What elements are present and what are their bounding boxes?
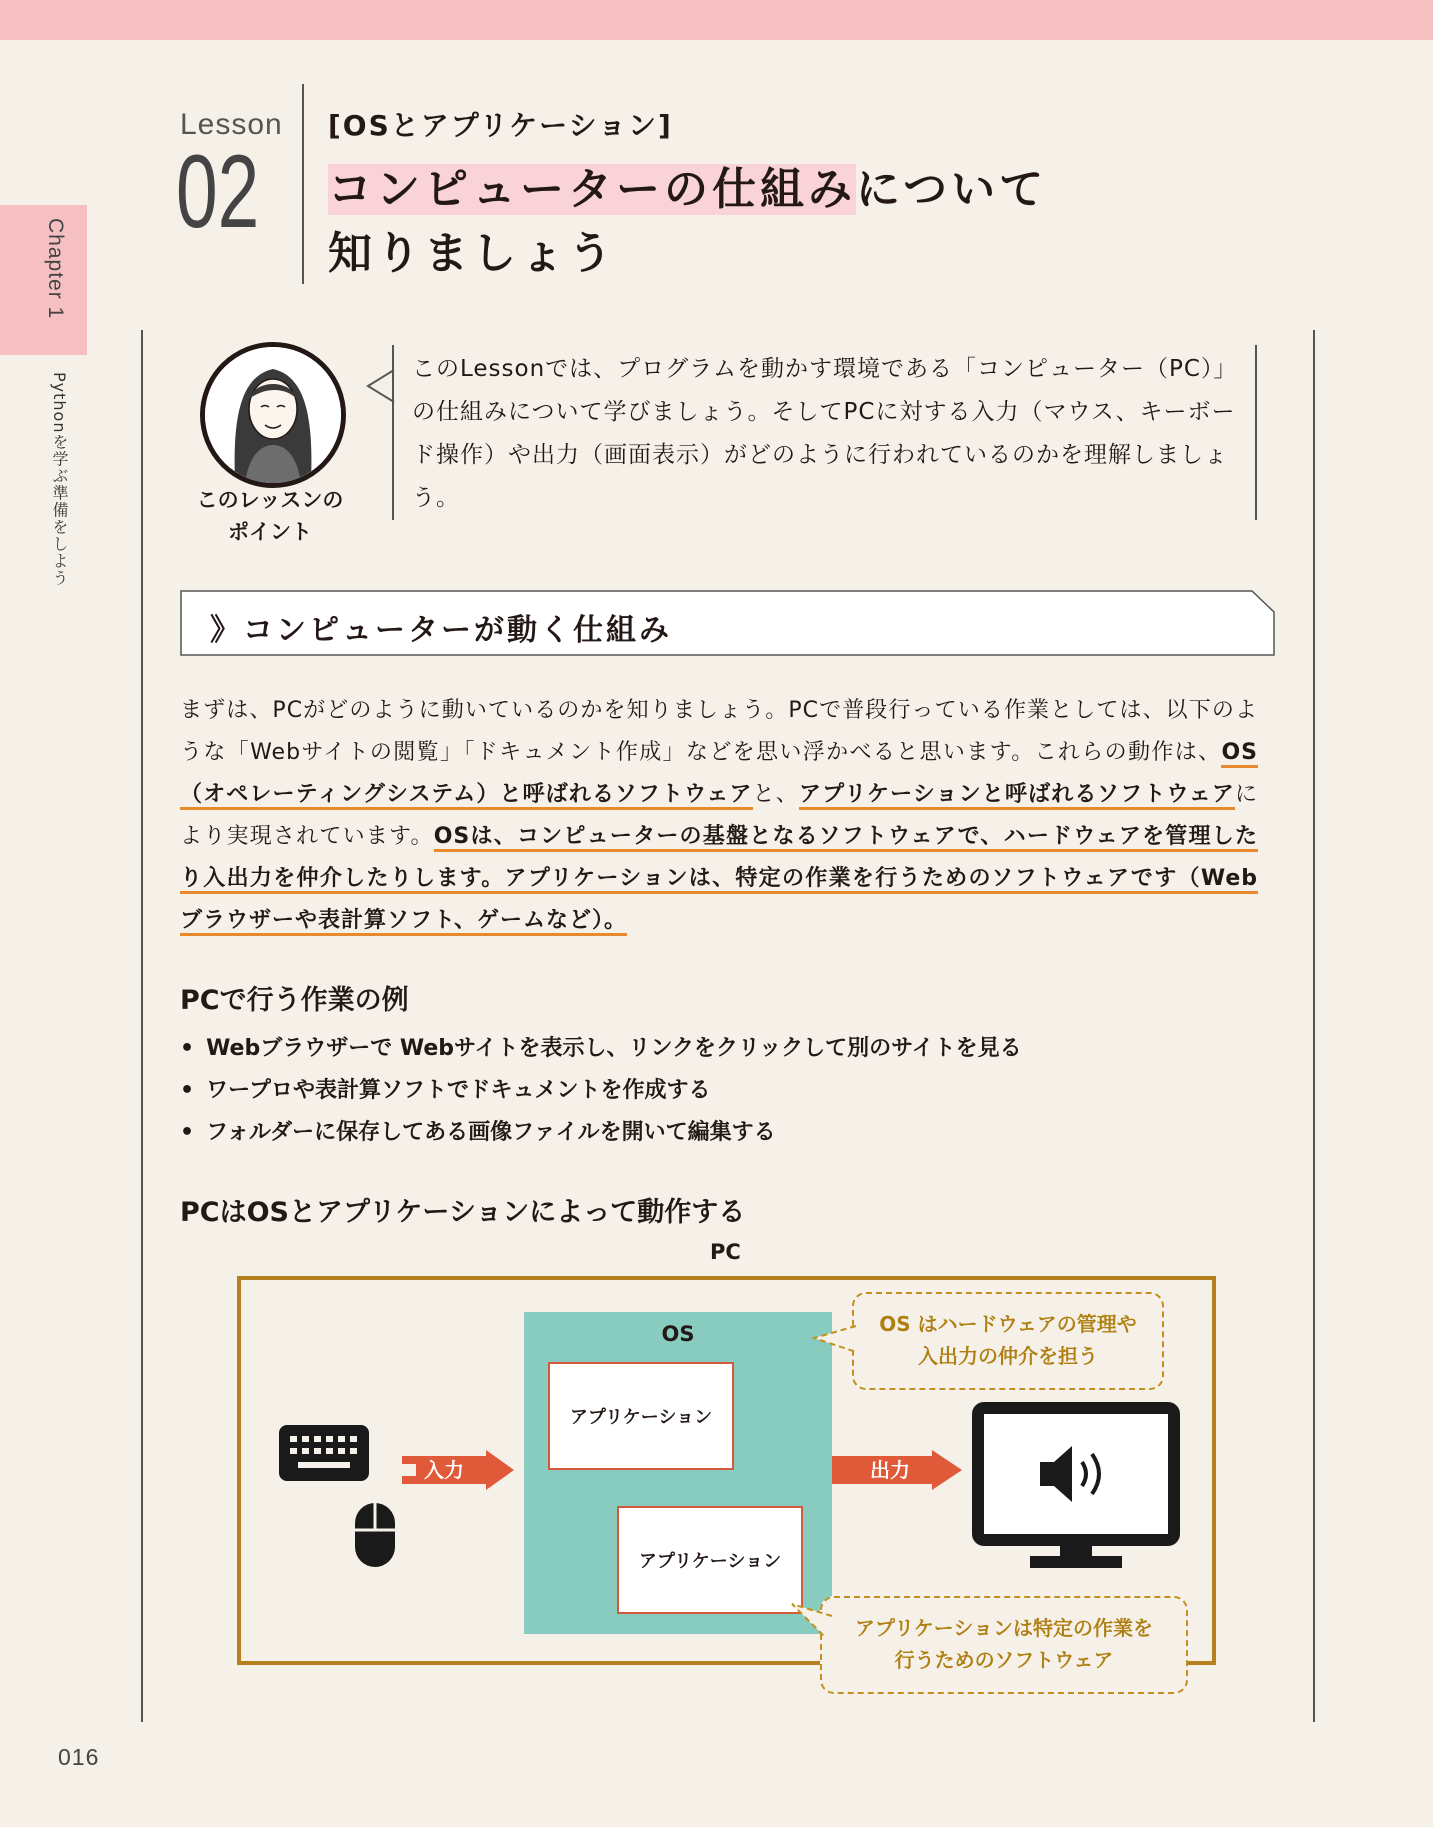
page-title (328, 158, 1088, 286)
right-frame-line (1313, 330, 1315, 1722)
input-label: 入力 (424, 1458, 464, 1482)
keyboard-icon (278, 1424, 370, 1482)
callout-app-pointer (790, 1600, 834, 1640)
chapter-section-title: Pythonを学ぶ準備をしよう (50, 372, 69, 587)
mouse-icon (354, 1502, 396, 1568)
callout-os-pointer (812, 1322, 858, 1358)
monitor-speaker-icon (972, 1402, 1180, 1574)
pc-label: PC (710, 1240, 741, 1264)
lesson-word: Lesson (180, 108, 283, 141)
callout-os-line1: OS はハードウェアの管理や (879, 1312, 1137, 1336)
callout-os-line2: 入出力の仲介を担う (918, 1344, 1098, 1368)
lesson-number: 02 (176, 134, 260, 250)
left-frame-line (141, 330, 143, 1722)
author-avatar (200, 342, 346, 488)
output-label: 出力 (870, 1458, 910, 1482)
examples-heading: PCで行う作業の例 (180, 985, 409, 1016)
examples-list (180, 1028, 1022, 1154)
title-rest: について (856, 164, 1048, 215)
point-line-right (1255, 345, 1257, 520)
body-text-1: まずは、PCがどのように動いているのかを知りましょう。PCで普段行っている作業としては、以下のような「Webサイトの閲覧」「ドキュメント作成」などを思い浮かべると思います。これらの動作は、 (180, 698, 1258, 765)
chapter-label: Chapter 1 (44, 218, 67, 320)
point-caption-line1: このレッスンの (196, 488, 344, 512)
point-caption-line2: ポイント (228, 520, 312, 544)
body-emphasis-1: OS（オペレーティングシステム）と呼ばれるソフトウェア (180, 740, 1258, 810)
point-line-left (392, 345, 394, 520)
diagram-heading: PCはOSとアプリケーションによって動作する (180, 1197, 746, 1228)
point-caption (180, 484, 360, 548)
title-highlight: コンピューターの仕組み (328, 164, 856, 215)
body-emphasis-2: アプリケーションと呼ばれるソフトウェア (799, 782, 1235, 810)
list-item: • Webブラウザーで Webサイトを表示し、リンクをクリックして別のサイトを見る (180, 1028, 1022, 1070)
point-text: このLessonでは、プログラムを動かす環境である「コンピューター（PC）」の仕組みについて学びましょう。そしてPCに対する入力（マウス、キーボード操作）や出力（画面表示）がどのように行われているのかを理解しましょう。 (412, 356, 1238, 511)
header-divider (302, 84, 304, 284)
body-text-3: により実現されています。 (180, 782, 1258, 849)
callout-os (852, 1292, 1164, 1390)
os-label: OS (661, 1322, 695, 1346)
application-box-1: アプリケーション (548, 1362, 734, 1470)
body-paragraph (180, 690, 1258, 942)
list-item: • フォルダーに保存してある画像ファイルを開いて編集する (180, 1112, 1022, 1154)
body-emphasis-3: OSは、コンピューターの基盤となるソフトウェアで、ハードウェアを管理したり入出力を仲介したりします。アプリケーションは、特定の作業を行うためのソフトウェアです（Webブラウザーや表計算ソフト、ゲームなど）。 (180, 824, 1258, 936)
body-text-2: と、 (752, 782, 799, 807)
section-heading (180, 590, 1275, 656)
top-color-band (0, 0, 1433, 40)
page-number: 016 (58, 1744, 100, 1770)
application-box-2: アプリケーション (617, 1506, 803, 1614)
list-item: • ワープロや表計算ソフトでドキュメントを作成する (180, 1070, 1022, 1112)
section-heading-text: 》コンピューターが動く仕組み (210, 613, 672, 648)
author-portrait-icon (205, 347, 341, 483)
lesson-subject: [OSとアプリケーション] (328, 109, 673, 142)
callout-app-line1: アプリケーションは特定の作業を (855, 1616, 1153, 1640)
callout-application (820, 1596, 1188, 1694)
callout-app-line2: 行うためのソフトウェア (894, 1648, 1114, 1672)
title-line2: 知りましょう (328, 228, 616, 279)
